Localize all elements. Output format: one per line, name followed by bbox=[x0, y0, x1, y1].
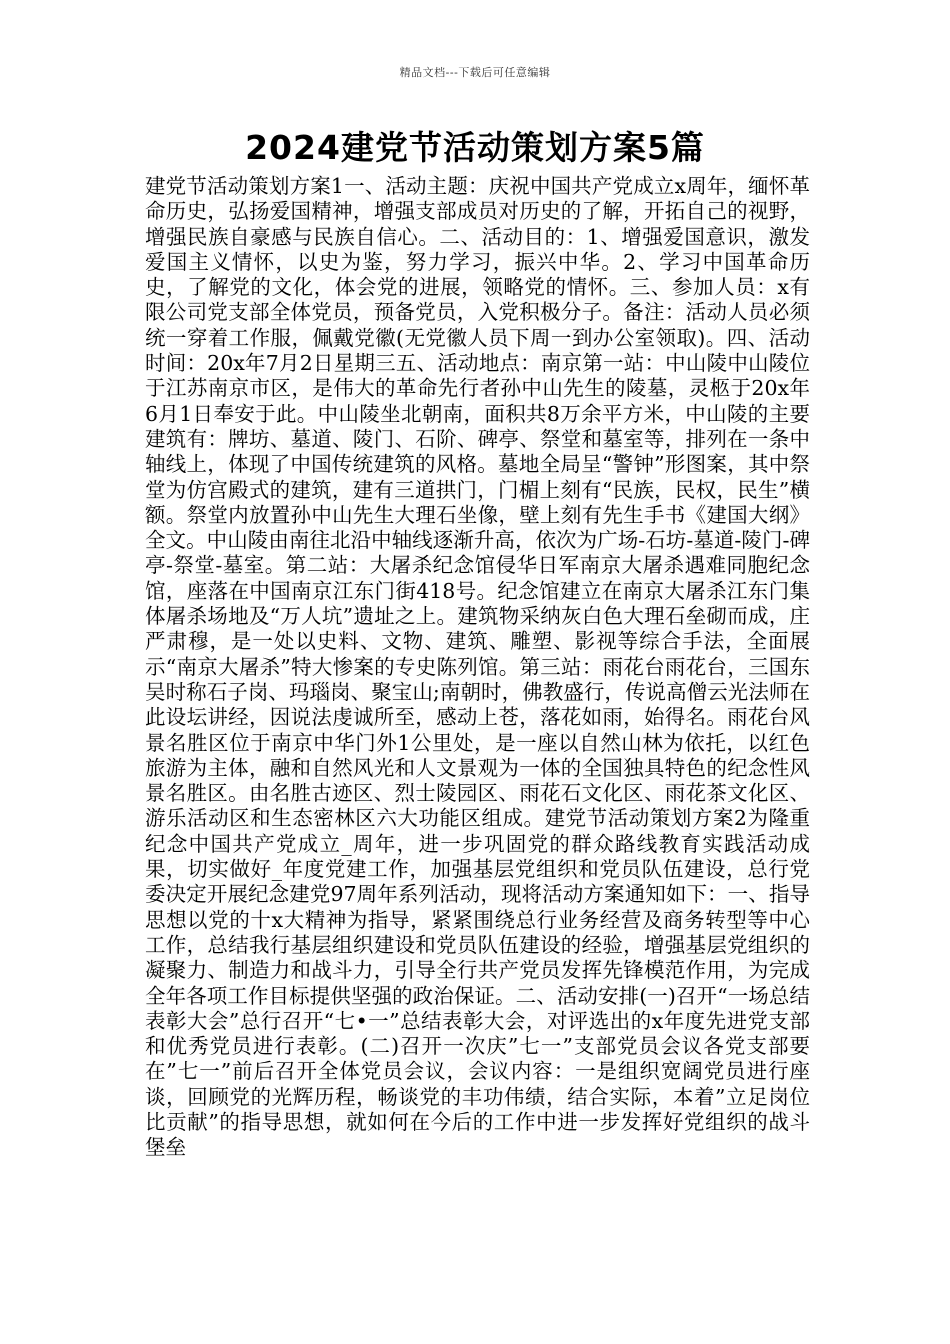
document-title: 2024建党节活动策划方案5篇 bbox=[245, 128, 705, 167]
body-paragraph: 建党节活动策划方案1一、活动主题：庆祝中国共产党成立x周年，缅怀革命历史，弘扬爱国精神，增强支部成员对历史的了解，开拓自己的视野，增强民族自豪感与民族自信心。二、活动目的：1、增强爱国意识，激发爱国主义情怀，以史为鉴，努力学习，振兴中华。2、学习中国革命历史，了解党的文化，体会党的进展，领略党的情怀。三、参加人员：x有限公司党支部全体党员，预备党员，入党积极分子。备注：活动人员必须统一穿着工作服，佩戴党徽(无党徽人员下周一到办公室领取)。四、活动时间：20x年7月2日星期三五、活动地点：南京第一站：中山陵中山陵位于江苏南京市区，是伟大的革命先行者孙中山先生的陵墓，灵柩于20x年6月1日奉安于此。中山陵坐北朝南，面积共8万余平方米，中山陵的主要建筑有：牌坊、墓道、陵门、石阶、碑亭、祭堂和墓室等，排列在一条中轴线上，体现了中国传统建筑的风格。墓地全局呈“警钟”形图案，其中祭堂为仿宫殿式的建筑，建有三道拱门，门楣上刻有“民族，民权，民生”横额。祭堂内放置孙中山先生大理石坐像，壁上刻有先生手书《建国大纲》全文。中山陵由南往北沿中轴线逐渐升高，依次为广场-石坊-墓道-陵门-碑亭-祭堂-墓室。第二站：大屠杀纪念馆侵华日军南京大屠杀遇难同胞纪念馆，座落在中国南京江东门街418号。纪念馆建立在南京大屠杀江东门集体屠杀场地及“万人坑”遗址之上。建筑物采纳灰白色大理石垒砌而成，庄严肃穆，是一处以史料、文物、建筑、雕塑、影视等综合手法，全面展示“南京大屠杀”特大惨案的专史陈列馆。第三站：雨花台雨花台，三国东吴时称石子岗、玛瑙岗、聚宝山;南朝时，佛教盛行，传说高僧云光法师在此设坛讲经，因说法虔诚所至，感动上苍，落花如雨，始得名。雨花台风景名胜区位于南京中华门外1公里处，是一座以自然山林为依托，以红色旅游为主体，融和自然风光和人文景观为一体的全国独具特色的纪念性风景名胜区。由名胜古迹区、烈士陵园区、雨花石文化区、雨花茶文化区、游乐活动区和生态密林区六大功能区组成。建党节活动策划方案2为隆重纪念中国共产党成立_周年，进一步巩固党的群众路线教育实践活动成果，切实做好_年度党建工作，加强基层党组织和党员队伍建设，总行党委决定开展纪念建党97周年系列活动，现将活动方案通知如下：一、指导思想以党的十x大精神为指导，紧紧围绕总行业务经营及商务转型等中心工作，总结我行基层组织建设和党员队伍建设的经验，增强基层党组织的凝聚力、制造力和战斗力，引导全行共产党员发挥先锋模范作用，为完成全年各项工作目标提供坚强的政治保证。二、活动安排(一)召开“一场总结表彰大会”总行召开“七•一”总结表彰大会，对评选出的x年度先进党支部和优秀党员进行表彰。(二)召开一次庆”七一”支部党员会议各党支部要在”七一”前后召开全体党员会议，会议内容：一是组织宽阔党员进行座谈，回顾党的光辉历程，畅谈党的丰功伟绩，结合实际，本着”立足岗位比贡献”的指导思想，就如何在今后的工作中进一步发挥好党组织的战斗堡垒 bbox=[145, 174, 810, 1160]
header-note: 精品文档---下载后可任意编辑 bbox=[399, 66, 551, 79]
